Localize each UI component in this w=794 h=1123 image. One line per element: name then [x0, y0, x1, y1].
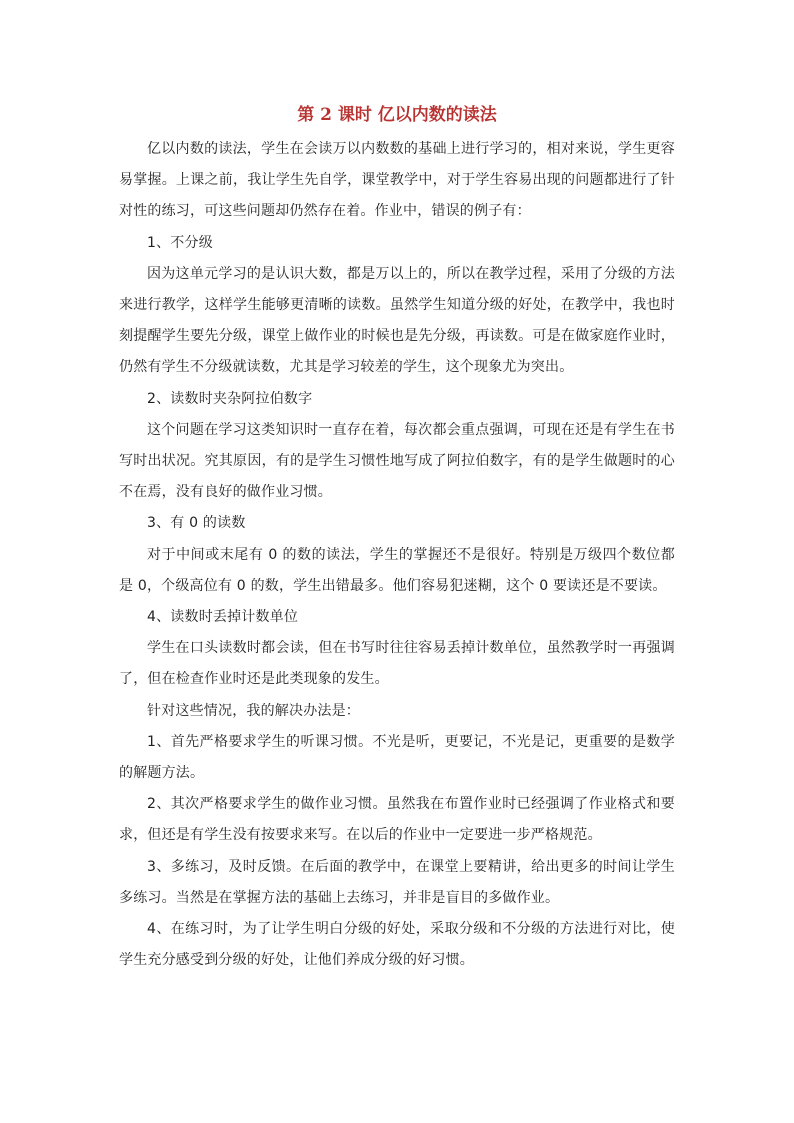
solution-3: 3、多练习，及时反馈。在后面的教学中，在课堂上要精讲，给出更多的时间让学生多练习。当然是在掌握方法的基础上去练习，并非是盲目的多做作业。: [119, 858, 675, 906]
solutions-intro: 针对这些情况，我的解决办法是：: [147, 702, 360, 719]
solution-4: 4、在练习时，为了让学生明白分级的好处，采取分级和不分级的方法进行对比，使学生充分感受到分级的好处，让他们养成分级的好习惯。: [119, 921, 675, 969]
issue-1-paragraph: 因为这单元学习的是认识大数，都是万以上的，所以在教学过程，采用了分级的方法来进行教学，这样学生能够更清晰的读数。虽然学生知道分级的好处，在教学中，我也时刻提醒学生要先分级，课堂上做作业的时候也是先分级，再读数。可是在做家庭作业时，仍然有学生不分级就读数，尤其是学习较差的学生，这个现象尤为突出。: [119, 265, 675, 376]
intro-paragraph: 亿以内数的读法，学生在会读万以内数数的基础上进行学习的，相对来说，学生更容易掌握。上课之前，我让学生先自学，课堂教学中，对于学生容易出现的问题都进行了针对性的练习，可这些问题却仍然存在着。作业中，错误的例子有：: [119, 141, 675, 220]
document-title: 第 2 课时 亿以内数的读法: [297, 105, 497, 125]
issue-4-heading: 4、读数时丢掉计数单位: [147, 609, 299, 626]
issue-2-heading: 2、读数时夹杂阿拉伯数字: [147, 390, 313, 407]
issue-1-heading: 1、不分级: [147, 234, 213, 251]
issue-3-paragraph: 对于中间或末尾有 0 的数的读法，学生的掌握还不是很好。特别是万级四个数位都是 0，个级高位有 0 的数，学生出错最多。他们容易犯迷糊，这个 0 要读还是不要读。: [119, 546, 675, 594]
solution-2: 2、其次严格要求学生的做作业习惯。虽然我在布置作业时已经强调了作业格式和要求，但还是有学生没有按要求来写。在以后的作业中一定要进一步严格规范。: [119, 796, 675, 844]
solution-1: 1、首先严格要求学生的听课习惯。不光是听，更要记，不光是记，更重要的是数学的解题方法。: [119, 733, 675, 782]
issue-2-paragraph: 这个问题在学习这类知识时一直存在着，每次都会重点强调，可现在还是有学生在书写时出状况。究其原因，有的是学生习惯性地写成了阿拉伯数字，有的是学生做题时的心不在焉，没有良好的做作业习惯。: [119, 421, 675, 501]
issue-4-paragraph: 学生在口头读数时都会读，但在书写时往往容易丢掉计数单位，虽然教学时一再强调了，但在检查作业时还是此类现象的发生。: [119, 640, 675, 688]
document-page: [119, 98, 675, 976]
issue-3-heading: 3、有 0 的读数: [147, 515, 246, 532]
